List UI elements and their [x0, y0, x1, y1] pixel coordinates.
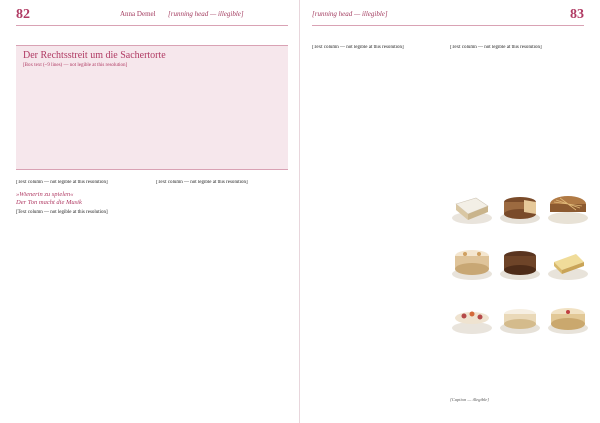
left-column-2: [156, 180, 288, 416]
paragraph: [Text column — not legible at this resolution]: [16, 209, 108, 215]
paragraph: [Text column — not legible at this resolution]: [16, 180, 108, 185]
right-header-rule: [312, 25, 584, 26]
cake-image-decorated-torte: [546, 296, 590, 340]
left-header-rule: [16, 25, 288, 26]
left-column-1: [16, 180, 144, 416]
paragraph: [Text column — not legible at this resolution]: [156, 180, 248, 185]
cake-image-cream-torte: [450, 240, 494, 284]
cake-image-cream-slice: [498, 296, 542, 340]
cake-image-chocolate-slice: [498, 184, 542, 228]
right-column-2: [450, 45, 586, 180]
sidebar-box: [16, 45, 288, 170]
subhead-line-2: Der Ton macht die Musik: [16, 198, 82, 206]
paragraph: [Text column — not legible at this resolution]: [312, 45, 404, 50]
section-subhead: [16, 191, 144, 207]
right-column-1: [312, 45, 440, 180]
sidebar-box-title: Der Rechtsstreit um die Sachertorte: [23, 50, 166, 61]
cake-image-dark-torte: [498, 240, 542, 284]
cake-image-lattice-cake: [546, 184, 590, 228]
right-page-number: 83: [570, 7, 584, 22]
paragraph: [Text column — not legible at this resolution]: [450, 45, 542, 50]
left-running-head-title: [running head — illegible]: [168, 10, 244, 18]
sidebar-box-text: [Box text (~9 lines) — not legible at this resolution]: [23, 63, 128, 68]
right-running-head: [running head — illegible]: [312, 10, 388, 18]
cake-image-fruit-tart: [450, 296, 494, 340]
cake-image-yellow-slice: [546, 240, 590, 284]
left-running-head-author: Anna Demel: [120, 10, 156, 18]
cake-image-sliced-white: [450, 184, 494, 228]
photo-caption: [Caption — illegible]: [450, 397, 490, 402]
right-page: [300, 0, 600, 423]
left-page-number: 82: [16, 7, 30, 22]
subhead-line-1: »Wienerin zu spielen«: [16, 190, 74, 198]
cake-photo-grid: [450, 184, 590, 394]
